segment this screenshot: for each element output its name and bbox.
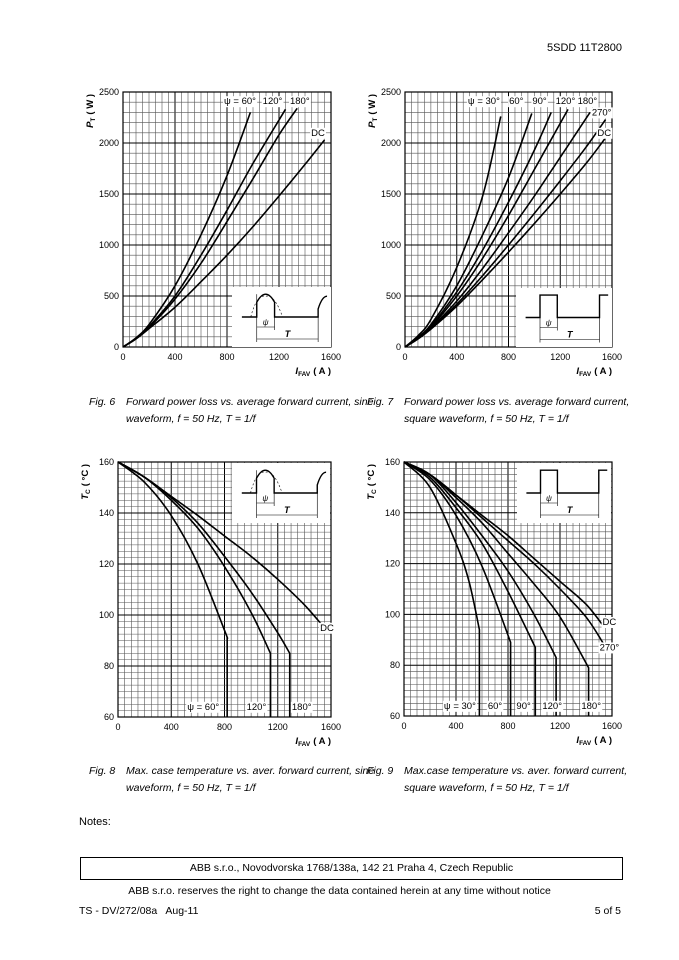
x-axis-symbol: I [295, 736, 299, 747]
x-tick-label: 0 [402, 352, 408, 362]
curve-label: 120° [262, 96, 283, 108]
chart-7 [367, 87, 622, 378]
x-tick-label: 800 [219, 352, 235, 362]
curve-label: 270° [599, 642, 620, 654]
x-tick-label: 0 [115, 722, 121, 732]
x-tick-label: 1600 [320, 352, 342, 362]
y-axis-unit: ( W ) [85, 94, 96, 115]
x-axis-unit: ( A ) [313, 736, 331, 747]
caption-text: Max. case temperature vs. aver. forward current, sine waveform, f = 50 Hz, T = 1/f [126, 765, 375, 794]
x-tick-label: 1200 [550, 352, 571, 362]
curve-label: DC [311, 127, 325, 139]
x-tick-label: 1600 [320, 722, 342, 732]
x-axis-subscript: FAV [579, 371, 592, 378]
chart-8 [80, 457, 341, 748]
y-axis-subscript: T [90, 117, 97, 122]
chart-6 [85, 87, 341, 378]
y-tick-label: 500 [103, 291, 119, 301]
inset-period-label: T [566, 505, 573, 515]
x-axis-symbol: I [576, 735, 580, 746]
y-axis-symbol: P [85, 121, 96, 128]
caption-number: Fig. 9 [367, 765, 394, 777]
x-axis-symbol: I [295, 366, 299, 377]
y-tick-label: 80 [389, 660, 400, 671]
y-tick-label: 0 [395, 342, 401, 352]
x-tick-label: 800 [500, 721, 516, 731]
caption-text: Max.case temperature vs. aver. forward current, square waveform, f = 50 Hz, T = 1/f [404, 765, 628, 794]
y-tick-label: 2000 [380, 138, 401, 148]
x-tick-label: 400 [163, 722, 179, 732]
x-axis-label [576, 735, 612, 747]
curve-label: ψ = 60° [187, 701, 220, 713]
y-axis-label [366, 464, 378, 500]
y-axis-label [85, 94, 97, 128]
y-axis-label [80, 464, 92, 500]
caption-number: Fig. 6 [89, 396, 116, 408]
curve-label: 60° [509, 96, 524, 108]
page-number: 5 of 5 [594, 905, 621, 917]
caption-fig9 [367, 763, 657, 819]
y-tick-label: 1000 [380, 240, 401, 250]
curve-label: DC [602, 617, 617, 629]
inset-period-label: T [284, 505, 290, 515]
x-axis-subscript: FAV [298, 741, 311, 748]
curve-label: 180° [289, 96, 310, 108]
x-axis-subscript: FAV [579, 740, 592, 747]
caption-fig8 [89, 763, 375, 803]
curve-label: ψ = 30° [443, 700, 476, 712]
caption-text: Forward power loss vs. average forward current, square waveform, f = 50 Hz, T = 1/f [404, 396, 630, 425]
x-axis-label [576, 366, 612, 378]
notes-label: Notes: [79, 816, 111, 828]
series-line-60deg [123, 112, 250, 347]
y-tick-label: 120 [98, 559, 114, 569]
x-tick-label: 400 [448, 721, 464, 731]
x-tick-label: 1600 [601, 721, 623, 731]
curve-label: 180° [577, 96, 598, 108]
series-line-60deg [405, 113, 532, 347]
waveform-inset [232, 287, 331, 347]
y-tick-label: 2500 [98, 87, 119, 97]
waveform-inset [516, 288, 612, 347]
inset-angle-label: ψ [262, 318, 269, 327]
caption-number: Fig. 8 [89, 765, 116, 777]
x-tick-label: 1200 [267, 722, 288, 732]
curve-label: 120° [542, 700, 563, 712]
x-tick-label: 1200 [549, 721, 571, 731]
y-axis-symbol: T [366, 493, 377, 500]
y-axis-symbol: P [367, 121, 378, 128]
y-tick-label: 0 [113, 342, 119, 352]
y-tick-label: 1500 [98, 189, 119, 199]
y-tick-label: 500 [385, 291, 401, 301]
y-axis-symbol: T [80, 493, 91, 500]
curve-label: ψ = 30° [467, 96, 500, 108]
x-axis-subscript: FAV [298, 371, 311, 378]
x-tick-label: 1200 [268, 352, 290, 362]
y-tick-label: 140 [384, 507, 400, 518]
curve-label: 180° [581, 700, 602, 712]
x-tick-label: 800 [500, 352, 517, 362]
caption-fig7 [367, 394, 657, 434]
document-id: TS - DV/272/08a Aug-11 [79, 905, 199, 917]
y-axis-subscript: T [372, 117, 379, 122]
curve-label: DC [320, 622, 334, 634]
y-tick-label: 100 [384, 609, 400, 620]
y-tick-label: 120 [384, 558, 400, 569]
curve-label: ψ = 60° [224, 96, 256, 108]
curve-label: 120° [555, 96, 576, 108]
waveform-inset [232, 463, 330, 523]
company-address: ABB s.r.o., Novodvorska 1768/138a, 142 21 Praha 4, Czech Republic [80, 857, 623, 880]
y-tick-label: 60 [389, 711, 400, 721]
y-tick-label: 2000 [98, 138, 119, 148]
y-tick-label: 2500 [380, 87, 401, 97]
y-tick-label: 140 [98, 508, 114, 518]
y-tick-label: 100 [98, 610, 114, 620]
y-tick-label: 1500 [380, 189, 401, 199]
x-tick-label: 0 [120, 352, 126, 362]
inset-period-label: T [567, 329, 573, 340]
curve-label: 90° [532, 96, 547, 108]
waveform-inset [517, 463, 611, 523]
y-tick-label: 160 [98, 457, 114, 467]
x-tick-label: 400 [449, 352, 465, 362]
part-number: 5SDD 11T2800 [546, 42, 622, 54]
y-axis-label [367, 94, 379, 128]
y-tick-label: 160 [384, 457, 400, 467]
y-axis-unit: ( °C ) [80, 464, 91, 487]
x-tick-label: 1600 [601, 352, 623, 362]
x-axis-unit: ( A ) [594, 735, 612, 746]
curve-label: 90° [516, 700, 531, 712]
y-tick-label: 60 [103, 712, 114, 722]
inset-angle-label: ψ [545, 318, 552, 328]
inset-period-label: T [284, 329, 291, 339]
x-tick-label: 800 [216, 722, 233, 732]
caption-fig6 [89, 394, 374, 434]
x-axis-symbol: I [576, 366, 580, 377]
y-axis-unit: ( °C ) [366, 464, 377, 487]
series-line-30deg [405, 116, 501, 347]
curve-label: 120° [246, 701, 267, 713]
x-axis-unit: ( A ) [313, 366, 331, 377]
curve-label: 270° [591, 107, 612, 119]
x-tick-label: 0 [401, 721, 407, 731]
curve-label: DC [597, 127, 612, 139]
y-tick-label: 80 [103, 661, 114, 671]
caption-number: Fig. 7 [367, 396, 394, 408]
inset-angle-label: ψ [546, 494, 552, 503]
y-axis-unit: ( W ) [367, 94, 378, 115]
x-axis-label [295, 736, 331, 748]
y-tick-label: 1000 [98, 240, 119, 250]
curve-label: 180° [291, 701, 312, 713]
rights-notice: ABB s.r.o. reserves the right to change the data contained herein at any time without notice [128, 885, 551, 897]
x-tick-label: 400 [167, 352, 183, 362]
y-axis-subscript: C [371, 489, 378, 494]
x-axis-label [295, 366, 331, 378]
caption-text: Forward power loss vs. average forward current, sine waveform, f = 50 Hz, T = 1/f [126, 396, 374, 425]
x-axis-unit: ( A ) [594, 366, 612, 377]
chart-9 [366, 457, 622, 747]
inset-angle-label: ψ [262, 494, 269, 503]
curve-label: 60° [487, 700, 503, 712]
y-axis-subscript: C [85, 489, 92, 494]
